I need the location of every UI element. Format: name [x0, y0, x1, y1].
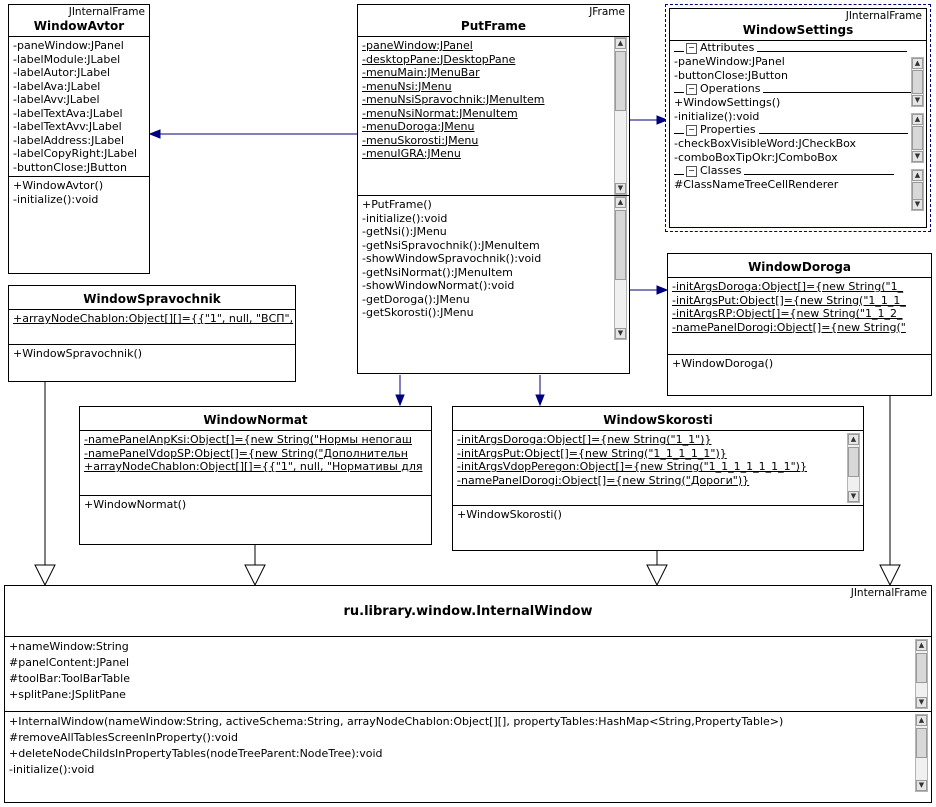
class-window-avtor-operations [9, 177, 149, 208]
group-header-operations[interactable] [670, 82, 926, 96]
class-window-settings-title: WindowSettings [742, 23, 854, 37]
operation-row: -getNsiNormat():JMenuItem [362, 265, 513, 279]
attribute-row: -labelAvv:JLabel [13, 93, 100, 106]
attribute-row: -labelAutor:JLabel [13, 66, 111, 79]
scroll-thumb[interactable] [912, 126, 923, 150]
group-line-right [744, 168, 893, 175]
attribute-row: -menuSkorosti:JMenu [362, 133, 479, 147]
class-window-skorosti-attributes [453, 431, 863, 505]
group-header-attributes[interactable] [670, 41, 926, 55]
scroll-up-icon[interactable]: ▲ [916, 715, 927, 726]
group-label: Classes [700, 164, 742, 177]
class-window-avtor-attributes [9, 37, 149, 176]
class-window-settings-group-operations [670, 82, 926, 123]
class-put-frame[interactable] [357, 4, 630, 374]
attribute-row: -namePanelDorogi:Object[]={new String("Дороги")} [457, 473, 750, 487]
scroll-down-icon[interactable]: ▼ [848, 491, 859, 502]
operation-row: +WindowSpravochnik() [13, 347, 143, 360]
class-window-avtor-title: WindowAvtor [33, 19, 125, 33]
operation-row: +WindowNormat() [84, 498, 187, 511]
attribute-row: +arrayNodeChablon:Object[][]={{"1", null, "Нормативы для [84, 460, 423, 473]
scroll-thumb[interactable] [916, 653, 927, 683]
attribute-row: +splitPane:JSplitPane [9, 688, 126, 701]
class-window-avtor[interactable] [8, 4, 150, 274]
skorosti-scrollbar[interactable] [847, 433, 860, 503]
scroll-down-icon[interactable]: ▼ [916, 697, 927, 708]
attribute-row: -buttonClose:JButton [674, 68, 789, 82]
scroll-up-icon[interactable]: ▲ [615, 38, 626, 49]
scroll-thumb[interactable] [615, 51, 626, 111]
class-put-frame-stereotype: JFrame [589, 6, 625, 18]
scroll-up-icon[interactable]: ▲ [912, 58, 923, 69]
collapse-toggle-icon[interactable]: − [686, 84, 697, 95]
attribute-row: -menuNsi:JMenu [362, 79, 452, 93]
attribute-row: -menuDoroga:JMenu [362, 120, 475, 133]
scroll-down-icon[interactable]: ▼ [912, 151, 923, 162]
attribute-row: -menuMain:JMenuBar [362, 66, 480, 79]
scroll-down-icon[interactable]: ▼ [912, 199, 923, 210]
group-label: Operations [700, 82, 761, 95]
class-window-settings-group-attributes [670, 41, 926, 82]
group-line-left [674, 86, 684, 93]
class-internal-window-stereotype: JInternalFrame [850, 587, 927, 599]
nested-class-row: #ClassNameTreeCellRenderer [674, 178, 839, 191]
class-window-settings[interactable] [665, 4, 931, 232]
class-window-normat-attributes [80, 431, 431, 495]
scroll-up-icon[interactable]: ▲ [615, 197, 626, 208]
operation-row: -initialize():void [674, 109, 760, 123]
group-line-left [674, 127, 684, 134]
attributes-scrollbar[interactable] [614, 37, 627, 195]
scroll-down-icon[interactable]: ▼ [615, 183, 626, 194]
attribute-row: -labelModule:JLabel [13, 52, 121, 66]
operation-row: -getNsi():JMenu [362, 225, 447, 238]
group-line-left [674, 45, 684, 52]
attribute-row: -menuNsiNormat:JMenuItem [362, 106, 518, 120]
scroll-up-icon[interactable]: ▲ [848, 434, 859, 445]
settings-scrollbar-upper[interactable] [911, 57, 924, 107]
settings-scrollbar-lower[interactable] [911, 169, 924, 211]
class-window-doroga[interactable] [667, 253, 932, 396]
scroll-thumb[interactable] [912, 70, 923, 94]
operations-scrollbar[interactable] [614, 196, 627, 340]
attribute-row: -initArgsVdopPeregon:Object[]={new String("1_1_1_1_1_1_1")} [457, 460, 807, 473]
collapse-toggle-icon[interactable]: − [686, 166, 697, 177]
operation-row: +WindowAvtor() [13, 179, 104, 192]
class-internal-window-attributes [5, 637, 931, 711]
operation-row: -getNsiSpravochnik():JMenuItem [362, 238, 540, 252]
class-window-skorosti[interactable] [452, 406, 864, 551]
operation-row: -getDoroga():JMenu [362, 292, 470, 306]
scroll-thumb[interactable] [916, 728, 927, 758]
class-internal-window-operations [5, 712, 931, 794]
attribute-row: #toolBar:ToolBarTable [9, 672, 130, 685]
scroll-down-icon[interactable]: ▼ [916, 780, 927, 791]
attribute-row: +arrayNodeChablon:Object[][]={{"1", null, "ВСП", [13, 312, 294, 325]
class-window-spravochnik-operations [9, 345, 295, 363]
class-window-settings-body [669, 8, 927, 228]
group-header-properties[interactable] [670, 123, 926, 137]
attribute-row: -labelCopyRight:JLabel [13, 147, 138, 160]
attribute-row: -initArgsPut:Object[]={new String("1_1_1_ [672, 293, 906, 307]
attribute-row: -labelTextAvv:JLabel [13, 120, 122, 133]
operation-row: -getSkorosti():JMenu [362, 306, 474, 319]
group-line-left [674, 168, 684, 175]
class-put-frame-title: PutFrame [460, 19, 527, 33]
attribute-row: -menuNsiSpravochnik:JMenuItem [362, 93, 545, 106]
scroll-up-icon[interactable]: ▲ [916, 640, 927, 651]
class-window-spravochnik[interactable] [8, 285, 296, 382]
internal-window-attr-scrollbar[interactable] [915, 639, 928, 709]
attribute-row: +nameWindow:String [9, 640, 129, 653]
attribute-row: -namePanelAnpKsi:Object[]={new String("Нормы непогаш [84, 433, 412, 446]
class-internal-window-title: ru.library.window.InternalWindow [343, 604, 593, 619]
scroll-thumb[interactable] [848, 447, 859, 477]
attribute-row: -labelAddress:JLabel [13, 133, 125, 147]
collapse-toggle-icon[interactable]: − [686, 43, 697, 54]
class-window-doroga-attributes [668, 278, 931, 354]
attribute-row: -initArgsDoroga:Object[]={new String("1_ [672, 280, 904, 293]
scroll-up-icon[interactable]: ▲ [912, 170, 923, 181]
attribute-row: -paneWindow:JPanel [13, 39, 124, 52]
scroll-down-icon[interactable]: ▼ [615, 328, 626, 339]
attribute-row: -namePanelVdopSP:Object[]={new String("Дополнительн [84, 446, 408, 460]
class-window-doroga-operations [668, 355, 931, 373]
class-window-skorosti-title: WindowSkorosti [603, 413, 713, 427]
settings-scrollbar-middle[interactable] [911, 113, 924, 163]
operation-row: +WindowSkorosti() [457, 508, 562, 521]
class-window-settings-stereotype: JInternalFrame [845, 10, 922, 22]
scroll-down-icon[interactable]: ▼ [912, 95, 923, 106]
class-window-settings-group-classes [670, 164, 926, 192]
attribute-row: #panelContent:JPanel [9, 656, 130, 669]
attribute-row: -initArgsRP:Object[]={new String("1_1_2_ [672, 307, 903, 320]
operation-row: -showWindowSpravochnik():void [362, 252, 542, 265]
class-window-settings-group-properties [670, 123, 926, 164]
group-label: Properties [700, 123, 756, 136]
class-window-normat-title: WindowNormat [203, 413, 308, 427]
scroll-thumb[interactable] [912, 182, 923, 200]
operation-row: +deleteNodeChildsInPropertyTables(nodeTreeParent:NodeTree):void [9, 747, 383, 760]
operation-row: -initialize():void [9, 763, 95, 776]
group-label: Attributes [700, 41, 755, 54]
attribute-row: -labelTextAva:JLabel [13, 106, 123, 120]
collapse-toggle-icon[interactable]: − [686, 125, 697, 136]
class-window-spravochnik-attributes [9, 310, 295, 344]
attribute-row: -menuIGRA:JMenu [362, 147, 461, 160]
class-window-normat-operations [80, 496, 431, 514]
group-line-right [763, 86, 912, 93]
class-window-skorosti-operations [453, 506, 863, 524]
operation-row: +PutFrame() [362, 198, 432, 211]
operation-row: -initialize():void [362, 211, 448, 225]
attribute-row: -paneWindow:JPanel [674, 55, 785, 68]
operation-row: +WindowSettings() [674, 96, 781, 109]
group-line-right [759, 127, 908, 134]
scroll-up-icon[interactable]: ▲ [912, 114, 923, 125]
class-window-avtor-stereotype: JInternalFrame [68, 6, 145, 18]
class-window-doroga-title: WindowDoroga [748, 260, 851, 274]
operation-row: -showWindowNormat():void [362, 279, 515, 292]
attribute-row: -desktopPane:JDesktopPane [362, 52, 516, 66]
attribute-row: -initArgsDoroga:Object[]={new String("1_1")} [457, 433, 712, 446]
class-put-frame-operations [358, 196, 629, 340]
class-internal-window[interactable] [4, 585, 932, 803]
attribute-row: -labelAva:JLabel [13, 79, 101, 93]
attribute-row: -buttonClose:JButton [13, 160, 128, 174]
group-header-classes[interactable] [670, 164, 926, 178]
operation-row: +WindowDoroga() [672, 357, 774, 370]
operation-row: -initialize():void [13, 192, 99, 206]
scroll-thumb[interactable] [615, 210, 626, 280]
class-window-spravochnik-title: WindowSpravochnik [83, 292, 221, 306]
property-row: -checkBoxVisibleWord:JCheckBox [674, 137, 857, 150]
class-put-frame-attributes [358, 37, 629, 195]
operation-row: #removeAllTablesScreenInProperty():void [9, 731, 238, 744]
operation-row: +InternalWindow(nameWindow:String, activeSchema:String, arrayNodeChablon:Object[][], propertyTables:HashMap<String,PropertyTable>) [9, 715, 784, 728]
class-window-normat[interactable] [79, 406, 432, 545]
group-line-right [757, 45, 906, 52]
attribute-row: -initArgsPut:Object[]={new String("1_1_1_1_1")} [457, 446, 727, 460]
property-row: -comboBoxTipOkr:JComboBox [674, 150, 838, 164]
attribute-row: -paneWindow:JPanel [362, 39, 473, 52]
internal-window-op-scrollbar[interactable] [915, 714, 928, 792]
attribute-row: -namePanelDorogi:Object[]={new String(" [672, 320, 906, 334]
